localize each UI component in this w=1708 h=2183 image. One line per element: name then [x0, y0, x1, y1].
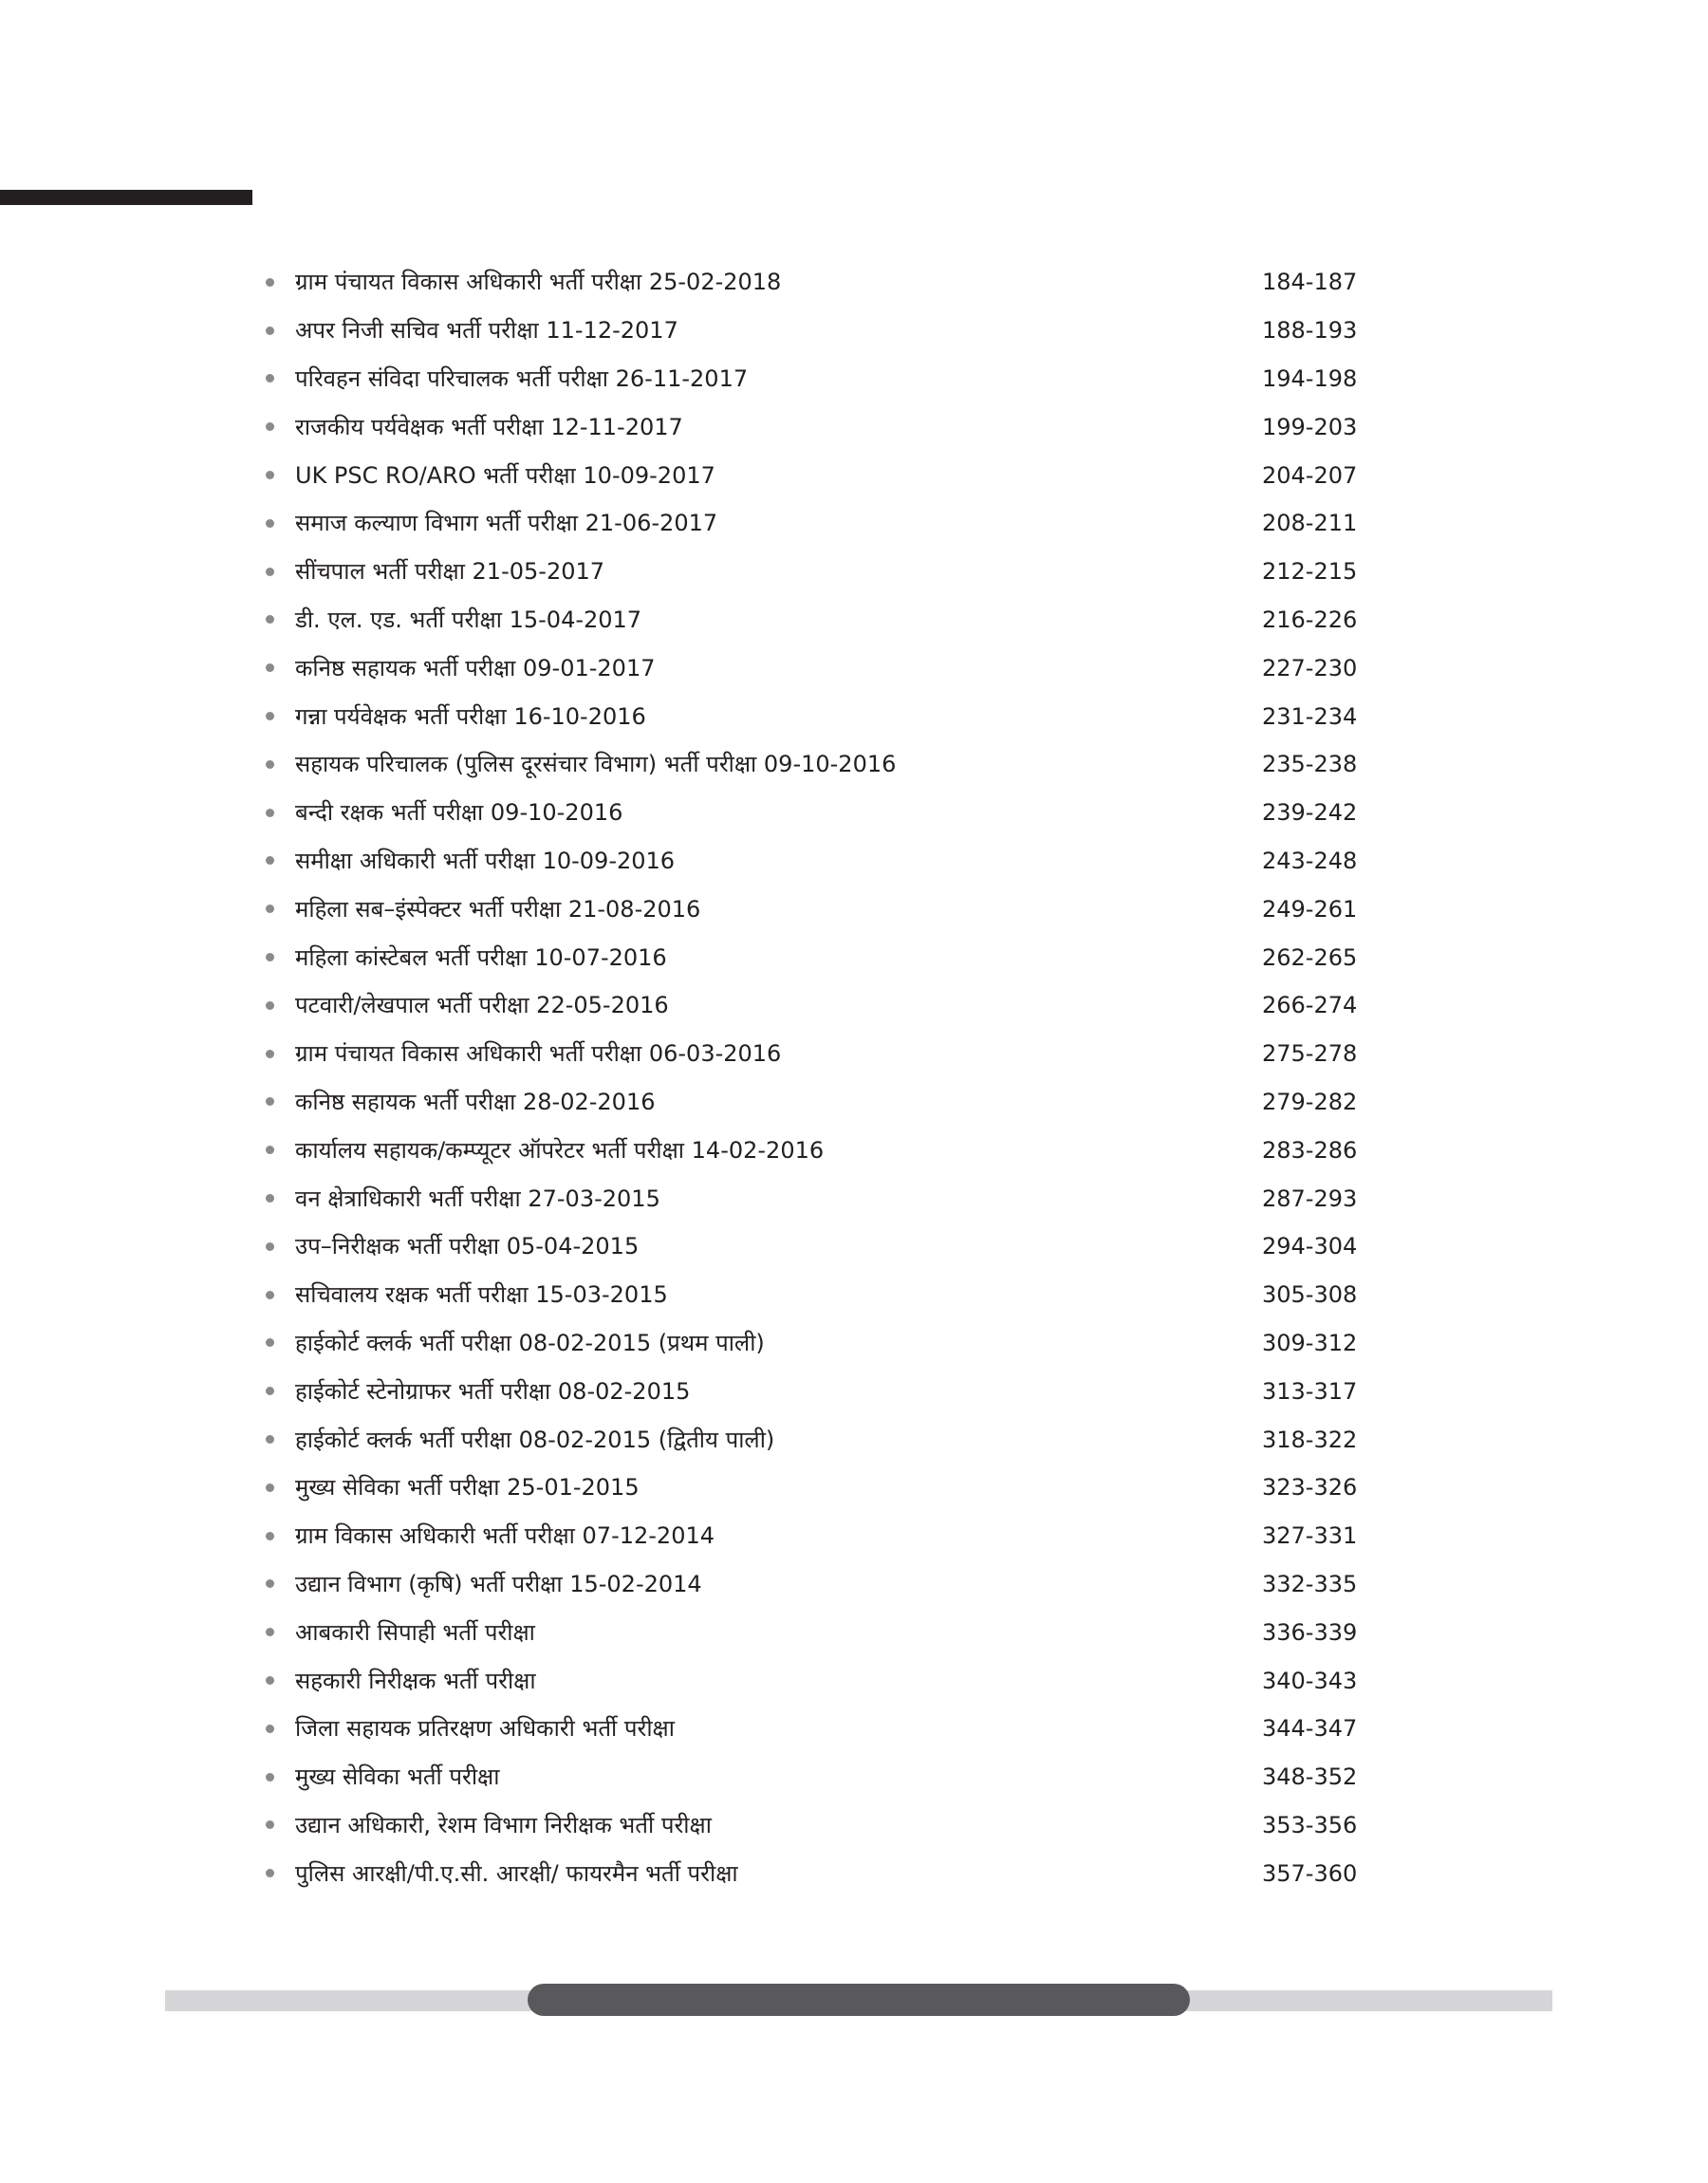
bullet-icon: [266, 953, 274, 961]
toc-row[interactable]: [266, 644, 1358, 692]
bullet-icon: [266, 1725, 274, 1733]
toc-page-range: 231-234: [1262, 702, 1358, 730]
toc-page-range: 353-356: [1262, 1811, 1358, 1838]
toc-page-range: 194-198: [1262, 364, 1358, 392]
toc-title: हाईकोर्ट क्लर्क भर्ती परीक्षा 08-02-2015 (प्रथम पाली): [295, 1329, 765, 1356]
toc-title: सहायक परिचालक (पुलिस दूरसंचार विभाग) भर्ती परीक्षा 09-10-2016: [295, 751, 897, 778]
toc-page-range: 279-282: [1262, 1088, 1358, 1115]
bullet-icon: [266, 615, 274, 624]
toc-title: महिला सब–इंस्पेक्टर भर्ती परीक्षा 21-08-2016: [295, 895, 701, 923]
toc-title: अपर निजी सचिव भर्ती परीक्षा 11-12-2017: [295, 317, 678, 345]
bullet-icon: [266, 1532, 274, 1540]
toc-row[interactable]: [266, 1512, 1358, 1560]
toc-page-range: 332-335: [1262, 1570, 1358, 1597]
bullet-icon: [266, 809, 274, 817]
bullet-icon: [266, 1242, 274, 1251]
bullet-icon: [266, 374, 274, 382]
bullet-icon: [266, 471, 274, 479]
toc-title: राजकीय पर्यवेक्षक भर्ती परीक्षा 12-11-2017: [295, 413, 683, 440]
toc-row[interactable]: [266, 692, 1358, 740]
toc-title: ग्राम विकास अधिकारी भर्ती परीक्षा 07-12-2014: [295, 1522, 715, 1550]
toc-page-range: 184-187: [1262, 269, 1358, 296]
toc-page-range: 239-242: [1262, 799, 1358, 827]
toc-page-range: 235-238: [1262, 751, 1358, 778]
toc-row[interactable]: [266, 789, 1358, 837]
bullet-icon: [266, 1676, 274, 1685]
toc-row[interactable]: [266, 1126, 1358, 1174]
toc-row[interactable]: [266, 499, 1358, 548]
toc-row[interactable]: [266, 1705, 1358, 1753]
bullet-icon: [266, 1146, 274, 1154]
bullet-icon: [266, 856, 274, 865]
bullet-icon: [266, 905, 274, 913]
toc-title: उद्यान अधिकारी, रेशम विभाग निरीक्षक भर्ती परीक्षा: [295, 1811, 712, 1838]
bullet-icon: [266, 712, 274, 720]
toc-title: समाज कल्याण विभाग भर्ती परीक्षा 21-06-2017: [295, 510, 718, 537]
toc-title: आबकारी सिपाही भर्ती परीक्षा: [295, 1618, 535, 1646]
toc-title: कनिष्ठ सहायक भर्ती परीक्षा 28-02-2016: [295, 1088, 656, 1115]
toc-title: उप–निरीक्षक भर्ती परीक्षा 05-04-2015: [295, 1233, 640, 1260]
toc-title: मुख्य सेविका भर्ती परीक्षा 25-01-2015: [295, 1474, 640, 1502]
toc-page-range: 357-360: [1262, 1859, 1358, 1887]
toc-row[interactable]: [266, 1174, 1358, 1222]
toc-title: गन्ना पर्यवेक्षक भर्ती परीक्षा 16-10-2016: [295, 702, 646, 730]
toc-row[interactable]: [266, 885, 1358, 933]
bullet-icon: [266, 1579, 274, 1588]
toc-page-range: 283-286: [1262, 1136, 1358, 1164]
toc-row[interactable]: [266, 933, 1358, 981]
bottom-decorative-pill: [528, 1984, 1190, 2016]
toc-page-range: 294-304: [1262, 1233, 1358, 1260]
toc-page-range: 262-265: [1262, 943, 1358, 971]
top-decorative-bar: [0, 190, 252, 205]
toc-row[interactable]: [266, 596, 1358, 644]
bullet-icon: [266, 1097, 274, 1106]
toc-page-range: 199-203: [1262, 413, 1358, 440]
toc-title: डी. एल. एड. भर्ती परीक्षा 15-04-2017: [295, 606, 642, 633]
toc-row[interactable]: [266, 1078, 1358, 1127]
toc-page-range: 348-352: [1262, 1763, 1358, 1791]
toc-title: हाईकोर्ट क्लर्क भर्ती परीक्षा 08-02-2015 (द्वितीय पाली): [295, 1426, 775, 1453]
bullet-icon: [266, 1291, 274, 1299]
bullet-icon: [266, 1338, 274, 1347]
toc-title: समीक्षा अधिकारी भर्ती परीक्षा 10-09-2016: [295, 847, 676, 874]
toc-page-range: 216-226: [1262, 606, 1358, 633]
toc-title: पुलिस आरक्षी/पी.ए.सी. आरक्षी/ फायरमैन भर्ती परीक्षा: [295, 1859, 738, 1887]
toc-page-range: 287-293: [1262, 1185, 1358, 1212]
toc-title: महिला कांस्टेबल भर्ती परीक्षा 10-07-2016: [295, 943, 667, 971]
toc-row[interactable]: [266, 1367, 1358, 1415]
toc-title: सींचपाल भर्ती परीक्षा 21-05-2017: [295, 558, 605, 586]
bullet-icon: [266, 1773, 274, 1782]
toc-title: बन्दी रक्षक भर्ती परीक्षा 09-10-2016: [295, 799, 623, 827]
toc-row[interactable]: [266, 402, 1358, 451]
toc-page-range: 208-211: [1262, 510, 1358, 537]
toc-page-range: 305-308: [1262, 1281, 1358, 1309]
bullet-icon: [266, 327, 274, 335]
bullet-icon: [266, 519, 274, 528]
toc-row[interactable]: [266, 1030, 1358, 1078]
toc-page-range: 243-248: [1262, 847, 1358, 874]
toc-page-range: 249-261: [1262, 895, 1358, 923]
bullet-icon: [266, 1435, 274, 1444]
toc-title: ग्राम पंचायत विकास अधिकारी भर्ती परीक्षा 25-02-2018: [295, 269, 782, 296]
bullet-icon: [266, 422, 274, 431]
toc-page-range: 188-193: [1262, 317, 1358, 345]
toc-row[interactable]: [266, 1415, 1358, 1464]
toc-page-range: 323-326: [1262, 1474, 1358, 1502]
bullet-icon: [266, 1869, 274, 1877]
bullet-icon: [266, 1387, 274, 1395]
toc-title: कार्यालय सहायक/कम्प्यूटर ऑपरेटर भर्ती परीक्षा 14-02-2016: [295, 1136, 825, 1164]
toc-page-range: 327-331: [1262, 1522, 1358, 1550]
toc-row[interactable]: [266, 1656, 1358, 1705]
toc-page-range: 318-322: [1262, 1426, 1358, 1453]
bullet-icon: [266, 663, 274, 672]
toc-title: वन क्षेत्राधिकारी भर्ती परीक्षा 27-03-2015: [295, 1185, 660, 1212]
toc-row[interactable]: [266, 258, 1358, 307]
toc-title: सहकारी निरीक्षक भर्ती परीक्षा: [295, 1667, 536, 1694]
toc-title: परिवहन संविदा परिचालक भर्ती परीक्षा 26-11-2017: [295, 364, 749, 392]
bullet-icon: [266, 278, 274, 287]
toc-title: मुख्य सेविका भर्ती परीक्षा: [295, 1763, 500, 1791]
bullet-icon: [266, 568, 274, 576]
toc-row[interactable]: [266, 451, 1358, 499]
toc-page-range: 212-215: [1262, 558, 1358, 586]
toc-row[interactable]: [266, 307, 1358, 355]
toc-title: पटवारी/लेखपाल भर्ती परीक्षा 22-05-2016: [295, 992, 669, 1019]
bullet-icon: [266, 1820, 274, 1829]
toc-title: ग्राम पंचायत विकास अधिकारी भर्ती परीक्षा 06-03-2016: [295, 1040, 782, 1068]
toc-row[interactable]: [266, 548, 1358, 596]
toc-row[interactable]: [266, 1608, 1358, 1656]
toc-row[interactable]: [266, 837, 1358, 886]
toc-title: कनिष्ठ सहायक भर्ती परीक्षा 09-01-2017: [295, 654, 656, 681]
toc-title: हाईकोर्ट स्टेनोग्राफर भर्ती परीक्षा 08-02-2015: [295, 1377, 691, 1405]
bullet-icon: [266, 760, 274, 769]
bullet-icon: [266, 1628, 274, 1636]
toc-page-range: 340-343: [1262, 1667, 1358, 1694]
toc-page-range: 336-339: [1262, 1618, 1358, 1646]
toc-title: जिला सहायक प्रतिरक्षण अधिकारी भर्ती परीक्षा: [295, 1715, 675, 1743]
toc-row[interactable]: [266, 1560, 1358, 1609]
toc-title: UK PSC RO/ARO भर्ती परीक्षा 10-09-2017: [295, 461, 715, 489]
toc-row[interactable]: [266, 1222, 1358, 1271]
toc-row[interactable]: [266, 1849, 1358, 1897]
toc-row[interactable]: [266, 1271, 1358, 1319]
bullet-icon: [266, 1194, 274, 1203]
toc-row[interactable]: [266, 1753, 1358, 1801]
toc-row[interactable]: [266, 1801, 1358, 1850]
bullet-icon: [266, 1483, 274, 1492]
bullet-icon: [266, 1050, 274, 1058]
table-of-contents: [266, 258, 1358, 1897]
toc-page-range: 313-317: [1262, 1377, 1358, 1405]
toc-row[interactable]: [266, 1464, 1358, 1512]
toc-row[interactable]: [266, 1319, 1358, 1368]
toc-page-range: 227-230: [1262, 654, 1358, 681]
toc-page-range: 344-347: [1262, 1715, 1358, 1743]
toc-row[interactable]: [266, 981, 1358, 1030]
toc-page-range: 204-207: [1262, 461, 1358, 489]
toc-page-range: 266-274: [1262, 992, 1358, 1019]
toc-row[interactable]: [266, 740, 1358, 789]
toc-page-range: 275-278: [1262, 1040, 1358, 1068]
toc-title: सचिवालय रक्षक भर्ती परीक्षा 15-03-2015: [295, 1281, 668, 1309]
toc-row[interactable]: [266, 355, 1358, 403]
toc-page-range: 309-312: [1262, 1329, 1358, 1356]
bullet-icon: [266, 1001, 274, 1010]
toc-title: उद्यान विभाग (कृषि) भर्ती परीक्षा 15-02-2014: [295, 1570, 702, 1597]
